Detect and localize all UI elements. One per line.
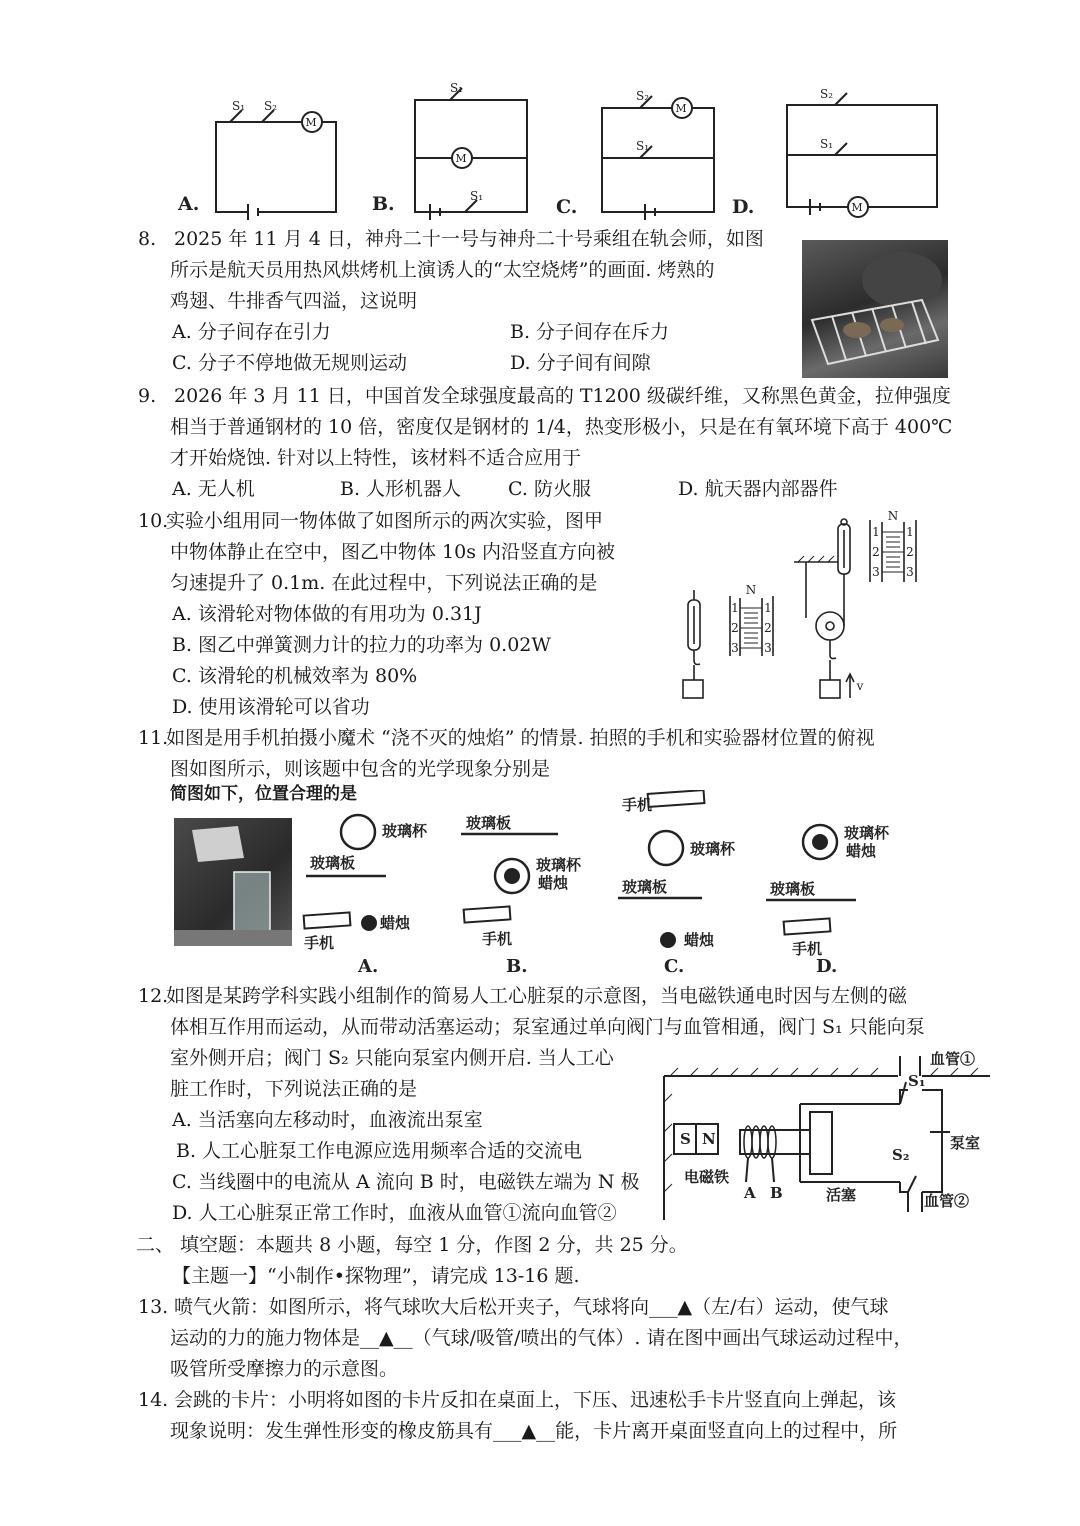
scale-unit-jia: N: [745, 583, 757, 597]
label-a-cup: 玻璃杯: [382, 822, 428, 840]
circuit-option-b: B.: [372, 193, 395, 215]
vessel-1-label: 血管①: [930, 1050, 976, 1068]
scale-tick-yi-2r: 2: [906, 545, 914, 559]
option-a: A. 当活塞向左移动时，血液流出泵室: [172, 1109, 483, 1131]
question-text-line: 实验小组用同一物体做了如图所示的两次实验，图甲: [166, 510, 604, 532]
question-number: 12.: [138, 985, 169, 1007]
question-number: 11.: [138, 727, 169, 749]
question-text-line: 喷气火箭：如图所示，将气球吹大后松开夹子，气球将向___▲（左/右）运动，使气球: [174, 1296, 889, 1318]
question-text-line: 吸管所受摩擦力的示意图。: [170, 1358, 399, 1380]
label-c-cup: 玻璃杯: [690, 840, 736, 858]
option-c: C. 该滑轮的机械效率为 80%: [172, 665, 418, 687]
question-text-line: 现象说明：发生弹性形变的橡皮筋具有___▲__能，卡片离开桌面竖直向上的过程中，所: [170, 1420, 898, 1442]
option-d: D. 使用该滑轮可以省功: [172, 696, 370, 718]
option-a: A. 该滑轮对物体做的有用功为 0.31J: [172, 603, 482, 625]
question-number: 8.: [138, 228, 157, 250]
question-text-line: 如图是用手机拍摄小魔术 “浇不灭的烛焰” 的情景. 拍照的手机和实验器材位置的俯视: [166, 727, 875, 749]
option-label-a: A.: [358, 956, 379, 977]
label-c-plate: 玻璃板: [622, 878, 668, 896]
pump-chamber-label: 泵室: [950, 1134, 981, 1152]
motor-symbol-a: M: [305, 116, 317, 129]
scale-tick-yi-2: 2: [872, 545, 880, 559]
question-text-line: 体相互作用而运动，从而带动活塞运动；泵室通过单向阀门与血管相通，阀门 S₁ 只能向泵: [170, 1016, 925, 1038]
scale-tick-yi-1: 1: [872, 525, 880, 539]
question-text-line: 所示是航天员用热风烘烤机上演诱人的“太空烧烤”的画面. 烤熟的: [170, 259, 715, 281]
switch-label-d-s2: S₂: [820, 87, 834, 101]
question-text-line: 如图是某跨学科实践小组制作的简易人工心脏泵的示意图，当电磁铁通电时因与左侧的磁: [166, 985, 908, 1007]
question-text-line: 鸡翅、牛排香气四溢，这说明: [170, 290, 418, 312]
option-b: B. 图乙中弹簧测力计的拉力的功率为 0.02W: [172, 634, 551, 656]
label-a-candle: 蜡烛: [380, 914, 411, 932]
switch-label-a-s1: S₁: [232, 99, 246, 113]
vessel-2-label: 血管②: [924, 1192, 970, 1210]
switch-label-b-s1-top: S₁: [450, 81, 464, 95]
option-label-d: D.: [816, 956, 838, 977]
magnet-s-label: S: [680, 1130, 691, 1148]
label-d-phone: 手机: [792, 940, 823, 958]
piston-label: 活塞: [826, 1186, 857, 1204]
top-view-options-figure: [296, 790, 916, 980]
option-b: B. 人形机器人: [340, 478, 462, 500]
velocity-label: v: [856, 679, 864, 693]
question-text-line: 脏工作时，下列说法正确的是: [170, 1078, 418, 1100]
scale-tick-jia-2: 2: [731, 621, 739, 635]
scale-tick-yi-3: 3: [872, 565, 880, 579]
option-d: D. 航天器内部器件: [678, 478, 838, 500]
heart-pump-figure: [660, 1042, 998, 1224]
scale-tick-jia-1r: 1: [764, 601, 772, 615]
circuit-option-c: C.: [556, 196, 578, 218]
label-d-candle: 蜡烛: [846, 842, 877, 860]
question-text-line: 会跳的卡片：小明将如图的卡片反扣在桌面上，下压、迅速松手卡片竖直向上弹起，该: [174, 1389, 897, 1411]
grill-rack-drawing: [802, 240, 948, 378]
scale-tick-jia-3r: 3: [764, 641, 772, 655]
switch-label-b-s1-bottom: S₁: [470, 189, 484, 203]
circuit-option-a: A.: [178, 193, 200, 215]
question-text-line: 中物体静止在空中，图乙中物体 10s 内沿竖直方向被: [170, 541, 616, 563]
switch-label-a-s2: S₂: [264, 99, 278, 113]
question-text-line: 2026 年 3 月 11 日，中国首发全球强度最高的 T1200 级碳纤维，又称黑色黄金，拉伸强度: [174, 385, 951, 407]
motor-symbol-b: M: [455, 152, 467, 165]
label-c-candle: 蜡烛: [684, 931, 715, 949]
label-b-plate: 玻璃板: [466, 814, 512, 832]
scale-tick-yi-1r: 1: [906, 525, 914, 539]
coil-a-label: A: [744, 1184, 756, 1202]
question-text-line: 才开始烧蚀. 针对以上特性，该材料不适合应用于: [170, 447, 582, 469]
label-a-phone: 手机: [304, 934, 335, 952]
scale-tick-jia-2r: 2: [764, 621, 772, 635]
electromagnet-label: 电磁铁: [684, 1168, 730, 1186]
magic-trick-photo: [174, 818, 292, 946]
space-barbecue-photo: [802, 240, 948, 378]
valve-s1-label: S₁: [908, 1072, 926, 1090]
scale-tick-yi-3r: 3: [906, 565, 914, 579]
option-b: B. 分子间存在斥力: [510, 321, 670, 343]
circuit-option-d: D.: [732, 196, 755, 218]
option-label-c: C.: [664, 956, 685, 977]
question-text-line: 相当于普通钢材的 10 倍，密度仅是钢材的 1/4，热变形极小，只是在有氧环境下高于 400℃: [170, 416, 953, 438]
label-d-cup: 玻璃杯: [844, 824, 890, 842]
switch-label-c-s1: S₁: [636, 139, 650, 153]
option-a: A. 分子间存在引力: [172, 321, 331, 343]
scale-tick-jia-1: 1: [731, 601, 739, 615]
section-title: 二、 填空题：本题共 8 小题，每空 1 分，作图 2 分，共 25 分。: [136, 1234, 688, 1256]
valve-s2-label: S₂: [892, 1146, 910, 1164]
question-number: 14.: [138, 1389, 169, 1411]
option-d: D. 人工心脏泵正常工作时，血液从血管①流向血管②: [172, 1202, 617, 1224]
option-b: B. 人工心脏泵工作电源应选用频率合适的交流电: [176, 1140, 583, 1162]
question-text-line: 图如图所示，则该题中包含的光学现象分别是: [170, 758, 551, 780]
pouring-water-drawing: [174, 818, 292, 946]
question-text-line: 2025 年 11 月 4 日，神舟二十一号与神舟二十号乘组在轨会师，如图: [174, 228, 764, 250]
magnet-n-label: N: [702, 1130, 716, 1148]
label-d-plate: 玻璃板: [770, 880, 816, 898]
option-d: D. 分子间有间隙: [510, 352, 651, 374]
pulley-experiment-figure: [670, 510, 940, 710]
question-number: 13.: [138, 1296, 169, 1318]
question-text-line: 室外侧开启；阀门 S₂ 只能向泵室内侧开启. 当人工心: [170, 1047, 614, 1069]
coil-b-label: B: [770, 1184, 783, 1202]
option-c: C. 防火服: [508, 478, 591, 500]
scale-unit-yi: N: [887, 510, 899, 523]
scale-tick-jia-3: 3: [731, 641, 739, 655]
question-number: 10.: [138, 510, 169, 532]
option-c: C. 分子不停地做无规则运动: [172, 352, 407, 374]
label-a-plate: 玻璃板: [310, 854, 356, 872]
theme-title: 【主题一】“小制作•探物理”，请完成 13-16 题.: [172, 1265, 580, 1287]
switch-label-d-s1: S₁: [820, 137, 834, 151]
option-a: A. 无人机: [172, 478, 255, 500]
circuit-svg: [170, 80, 970, 220]
question-text-line: 运动的力的施力物体是__▲__（气球/吸管/喷出的气体）. 请在图中画出气球运动过程中，: [170, 1327, 913, 1349]
label-b-candle: 蜡烛: [538, 874, 569, 892]
switch-label-c-s2: S₂: [636, 89, 650, 103]
question-text-line: 匀速提升了 0.1m. 在此过程中，下列说法正确的是: [170, 572, 598, 594]
motor-symbol-d: M: [851, 201, 863, 214]
label-c-phone: 手机: [622, 796, 653, 814]
option-label-b: B.: [506, 956, 528, 977]
label-b-cup: 玻璃杯: [536, 856, 582, 874]
question-subtitle: 简图如下，位置合理的是: [170, 784, 357, 804]
label-b-phone: 手机: [482, 930, 513, 948]
question-number: 9.: [138, 385, 157, 407]
motor-symbol-c: M: [675, 102, 687, 115]
option-c: C. 当线圈中的电流从 A 流向 B 时，电磁铁左端为 N 极: [172, 1171, 640, 1193]
